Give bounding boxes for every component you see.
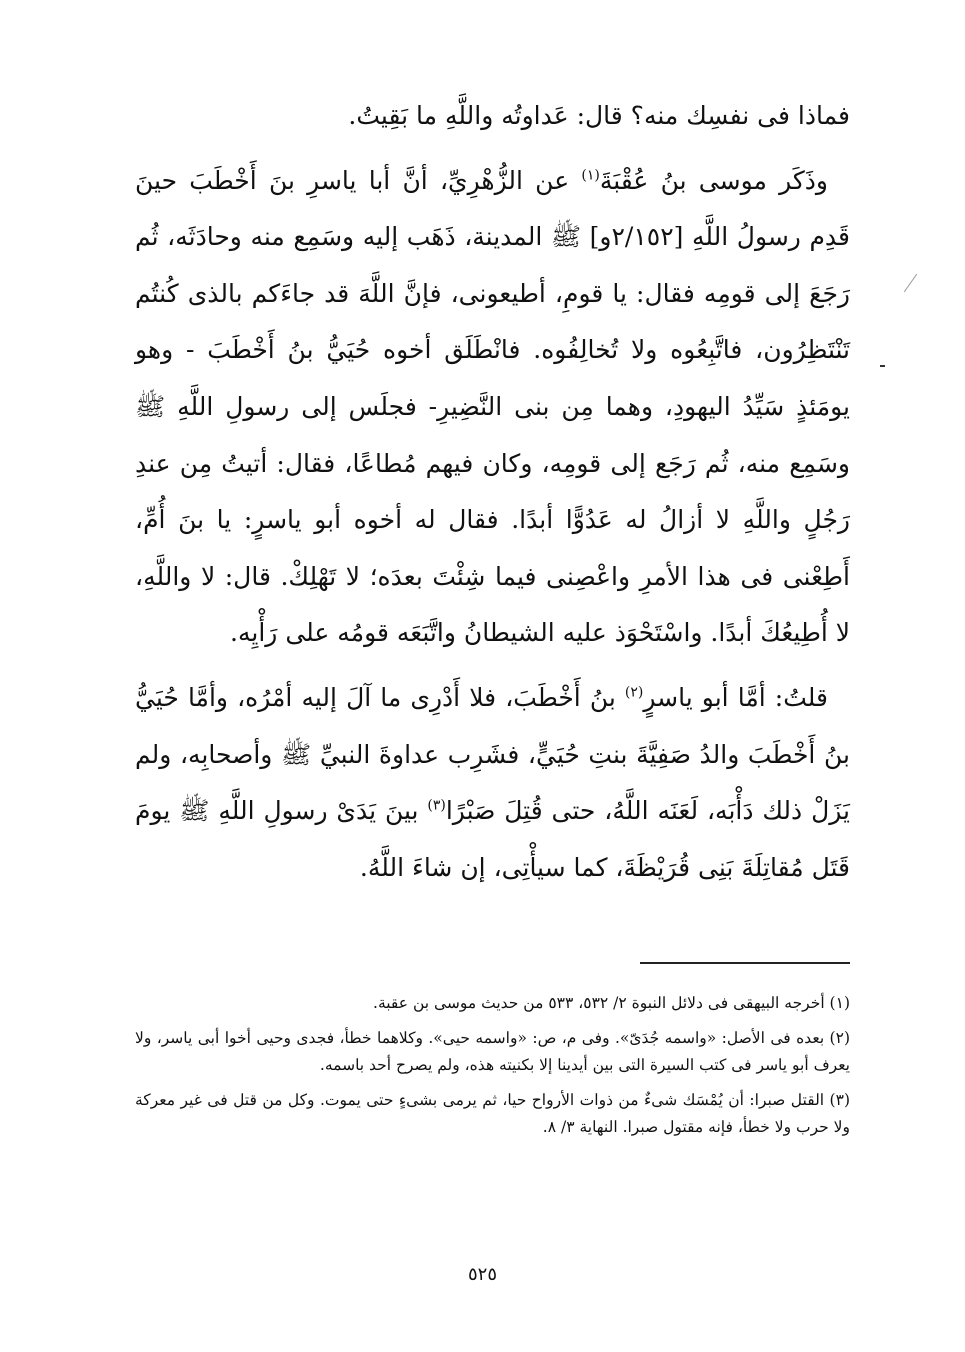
paragraph-1 bbox=[135, 88, 850, 145]
text-segment: بينَ يَدَىْ رسولِ اللَّهِ ﷺ يومَ قَتَل مُقاتِلَةَ بَنِى قُرَيْظَةَ، كما سيأْتِى، إن شاءَ اللَّهُ. bbox=[135, 796, 850, 882]
footnote-separator bbox=[640, 962, 850, 964]
text-segment: قلتُ: أمَّا أبو ياسرٍ bbox=[643, 682, 828, 712]
margin-pencil-mark bbox=[904, 274, 917, 293]
footnote-ref-2: (٢) bbox=[624, 684, 644, 701]
text-segment: بنُ أَخْطَبَ، فلا أَدْرِى ما آلَ إليه أمْرُه، وأمَّا حُيَيُّ بنُ أَخْطَبَ والدُ صَفِيَّةَ بنتِ حُيَيٍّ، فشَرِب عداوةَ النبيِّ ﷺ وأصحابِه، ولم يَزَلْ ذلك دَأْبَه، لَعَنَه اللَّهُ، حتى قُتِلَ صَبْرًا bbox=[135, 682, 850, 826]
footnote-ref-3: (٣) bbox=[427, 797, 446, 814]
footnotes bbox=[135, 990, 850, 1149]
main-text bbox=[135, 88, 850, 896]
footnote-2: (٢) بعده فى الأصل: «واسمه جُدَىّ». وفى م، ص: «واسمه حيى». وكلاهما خطأ، فجدى وحيى أخوا أبى ياسر، ولا يعرف أبو ياسر فى كتب السيرة التى بين أيدينا إلا بكنيته هذه، ولم يصرح أحد باسمه. bbox=[135, 1029, 850, 1074]
text-segment: وذَكَر موسى بنُ عُقْبَةَ bbox=[599, 165, 828, 195]
text-segment: عن الزُّهْرِيِّ، أنَّ أبا ياسرِ بنَ أَخْطَبَ حينَ قَدِم رسولُ اللَّهِ [٢/١٥٢و] ﷺ المدينة، ذَهَب إليه وسَمِع منه وحادَثَه، ثُم رَجَعَ إلى قومِه فقال: يا قومِ، أطيعونى، فإنَّ اللَّهَ قد جاءَكم بالذى كُنتُم تَنْتَظِرُون، فاتَّبِعُوه ولا تُخالِفُوه. فانْطَلَق أخوه حُيَيُّ بنُ أَخْطَبَ - وهو يومَئذٍ سَيِّدُ اليهودِ، وهما مِن بنى النَّضِيرِ- فجلَس إلى رسولِ اللَّهِ ﷺ وسَمِع منه، ثُم رَجَع إلى قومِه، وكان فيهم مُطاعًا، فقال: أتيتُ مِن عندِ رَجُلٍ واللَّهِ لا أزالُ له عَدُوًّا أبدًا. فقال له أخوه أبو ياسرٍ: يا بنَ أُمِّ، أَطِعْنى فى هذا الأمرِ واعْصِنى فيما شِئْتَ بعدَه؛ لا تَهْلِكْ. قال: لا واللَّهِ، لا أُطِيعُكَ أبدًا. واسْتَحْوَذ عليه الشيطانُ واتَّبَعَه قومُه على رَأْيِه. bbox=[135, 165, 850, 648]
paragraph-2 bbox=[135, 153, 850, 662]
margin-dash-mark bbox=[880, 365, 885, 367]
footnote-1: (١) أخرجه البيهقى فى دلائل النبوة ٢/ ٥٣٢، ٥٣٣ من حديث موسى بن عقبة. bbox=[373, 994, 850, 1012]
text-segment: فماذا فى نفسِك منه؟ قال: عَداوتُه واللَّهِ ما بَقِيتُ. bbox=[348, 101, 850, 130]
footnote-ref-1: (١) bbox=[581, 167, 600, 184]
page-number: ٥٢٥ bbox=[467, 1264, 497, 1285]
paragraph-3 bbox=[135, 670, 850, 896]
footnote-3: (٣) القتل صبرا: أن يُمْسَك شىءٌ من ذوات الأرواح حيا، ثم يرمى بشىءٍ حتى يموت. وكل من قتل فى غير معركة ولا حرب ولا خطأ، فإنه مقتول صبرا. النهاية ٣/ ٨. bbox=[135, 1091, 850, 1136]
